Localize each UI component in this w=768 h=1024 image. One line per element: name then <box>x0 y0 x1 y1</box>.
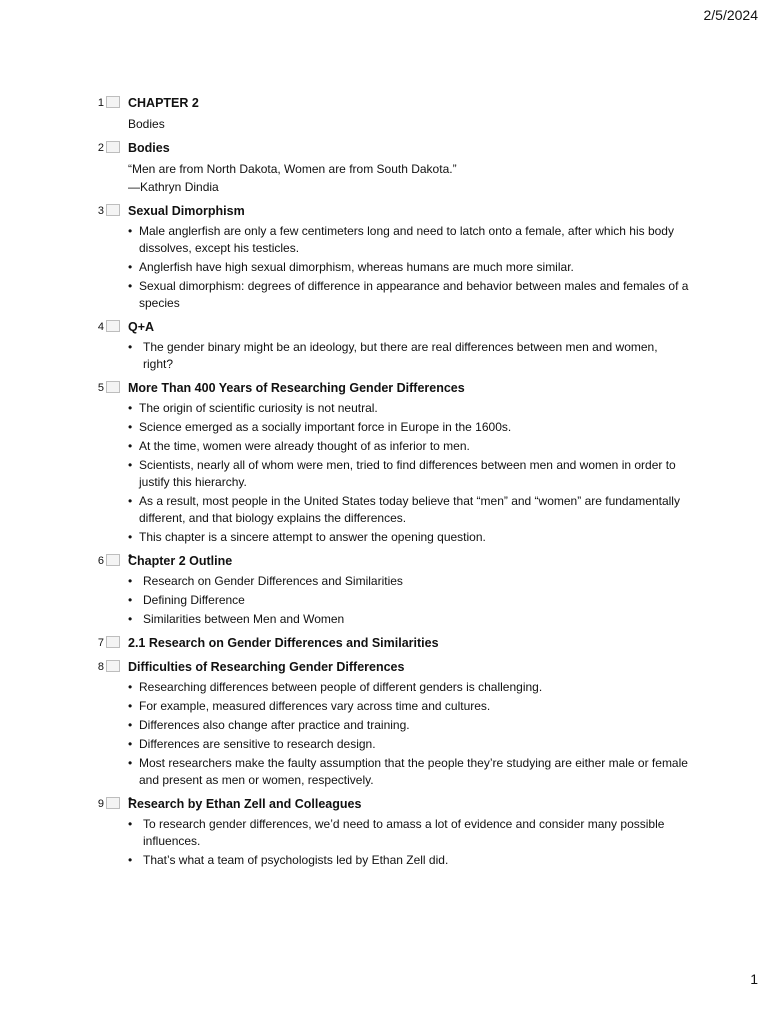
bullet-item: • Differences also change after practice and training. <box>128 717 690 734</box>
bullet-list <box>128 223 690 312</box>
slide-entry-7 <box>90 635 690 652</box>
quote-text: “Men are from North Dakota, Women are from South Dakota.” <box>128 162 457 176</box>
slide-entry-6 <box>90 553 690 628</box>
slide-checkbox-icon <box>106 636 120 648</box>
slide-checkbox-icon <box>106 320 120 332</box>
slide-entry-2 <box>90 140 690 196</box>
bullet-item: • To research gender differences, we’d need to amass a lot of evidence and consider many possible influences. <box>128 816 690 850</box>
bullet-list <box>128 339 690 373</box>
bullet-item: • The gender binary might be an ideology, but there are real differences between men and women, right? <box>128 339 690 373</box>
slide-number: 2 <box>97 142 104 154</box>
bullet-item: • Science emerged as a socially important force in Europe in the 1600s. <box>128 419 690 436</box>
slide-entry-8 <box>90 659 690 789</box>
slide-title: 2.1 Research on Gender Differences and Similarities <box>128 636 439 650</box>
slide-checkbox-icon <box>106 660 120 672</box>
slide-number: 5 <box>97 382 104 394</box>
bullet-list <box>128 816 690 869</box>
slide-number: 7 <box>97 637 104 649</box>
bullet-item: • Researching differences between people of different genders is challenging. <box>128 679 690 696</box>
slide-checkbox-icon <box>106 96 120 108</box>
bullet-item: • That’s what a team of psychologists led by Ethan Zell did. <box>128 852 690 869</box>
slide-entry-4 <box>90 319 690 373</box>
page-number: 1 <box>750 971 758 987</box>
slide-number: 6 <box>97 555 104 567</box>
slide-number: 9 <box>97 798 104 810</box>
bullet-item: • Most researchers make the faulty assumption that the people they’re studying are either male or female and present as men or women, respectively. <box>128 755 690 789</box>
slide-checkbox-icon <box>106 204 120 216</box>
bullet-item: • Defining Difference <box>128 592 690 609</box>
bullet-item: • Similarities between Men and Women <box>128 611 690 628</box>
slide-title: Sexual Dimorphism <box>128 204 245 218</box>
quote-attribution: —Kathryn Dindia <box>128 180 219 194</box>
slide-outline-list <box>90 95 690 876</box>
bullet-list <box>128 679 690 789</box>
slide-number: 1 <box>97 97 104 109</box>
print-date: 2/5/2024 <box>703 7 758 23</box>
bullet-item: • Research on Gender Differences and Similarities <box>128 573 690 590</box>
bullet-list <box>128 573 690 628</box>
slide-title: Research by Ethan Zell and Colleagues <box>128 797 362 811</box>
bullet-item: • Scientists, nearly all of whom were men, tried to find differences between men and women in order to justify this hierarchy. <box>128 457 690 491</box>
bullet-item: • Differences are sensitive to research design. <box>128 736 690 753</box>
slide-checkbox-icon <box>106 141 120 153</box>
slide-checkbox-icon <box>106 554 120 566</box>
slide-title: CHAPTER 2 <box>128 96 199 110</box>
slide-entry-9 <box>90 796 690 869</box>
slide-number: 3 <box>97 205 104 217</box>
slide-title: Bodies <box>128 141 170 155</box>
slide-title: More Than 400 Years of Researching Gender Differences <box>128 381 465 395</box>
slide-title: Difficulties of Researching Gender Differences <box>128 660 405 674</box>
bullet-item: • Anglerfish have high sexual dimorphism, whereas humans are much more similar. <box>128 259 690 276</box>
bullet-item: • For example, measured differences vary across time and cultures. <box>128 698 690 715</box>
bullet-item: • This chapter is a sincere attempt to answer the opening question. <box>128 529 690 546</box>
bullet-list <box>128 400 690 546</box>
slide-subtitle: Bodies <box>128 117 165 131</box>
slide-entry-5 <box>90 380 690 546</box>
slide-checkbox-icon <box>106 797 120 809</box>
bullet-item: • The origin of scientific curiosity is not neutral. <box>128 400 690 417</box>
slide-entry-1 <box>90 95 690 133</box>
bullet-item: • At the time, women were already thought of as inferior to men. <box>128 438 690 455</box>
bullet-item: • As a result, most people in the United States today believe that “men” and “women” are fundamentally different, and that biology explains the differences. <box>128 493 690 527</box>
slide-number: 4 <box>97 321 104 333</box>
slide-title: Q+A <box>128 320 155 334</box>
slide-checkbox-icon <box>106 381 120 393</box>
bullet-item: • Male anglerfish are only a few centimeters long and need to latch onto a female, after which his body dissolves, except his testicles. <box>128 223 690 257</box>
slide-entry-3 <box>90 203 690 312</box>
slide-title: Chapter 2 Outline <box>128 554 233 568</box>
slide-number: 8 <box>97 661 104 673</box>
bullet-item: • Sexual dimorphism: degrees of difference in appearance and behavior between males and females of a species <box>128 278 690 312</box>
